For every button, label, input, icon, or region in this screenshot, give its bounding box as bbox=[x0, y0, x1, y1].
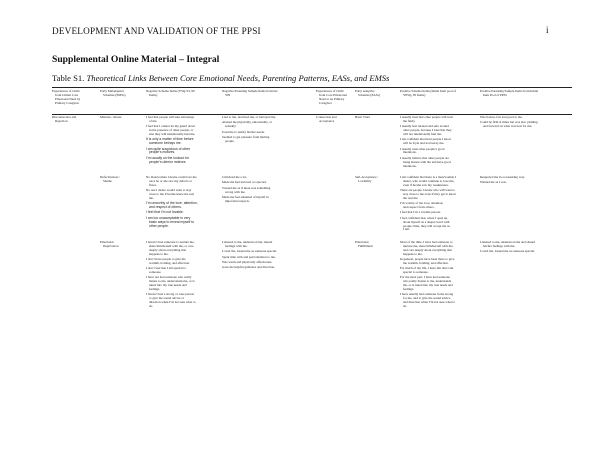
positive-parenting-cell-entry bbox=[480, 241, 572, 249]
negative-items-cell-entry bbox=[146, 148, 220, 156]
negative-items-cell-line: feelings. bbox=[149, 287, 161, 292]
positive-items-cell-line: intentions. bbox=[403, 163, 417, 168]
column-header-line: Need to be Primary bbox=[319, 96, 345, 101]
negative-items-cell-line: I feel that people will take advantage bbox=[146, 115, 195, 119]
negative-parenting-cell-entry bbox=[222, 187, 314, 195]
positive-items-cell-line: I usually feel relaxed and safe around bbox=[400, 124, 449, 129]
positive-items-cell-line: and direction when I’m not sure what to bbox=[403, 300, 456, 305]
eas-cell bbox=[355, 176, 400, 185]
negative-items-cell-entry bbox=[146, 138, 220, 146]
column-header-line: from Unmet Core bbox=[55, 92, 79, 97]
experience-unmet-cell-entry bbox=[52, 116, 100, 124]
negative-items-cell-line: flaws. bbox=[149, 182, 157, 187]
negative-parenting-cell-line: Treated me as if there was something bbox=[222, 185, 271, 190]
positive-items-cell-line: feelings. bbox=[403, 287, 415, 292]
positive-items-cell-line: I am confident that there is a man/woman I bbox=[400, 175, 456, 179]
positive-items-cell-line: me fairly. bbox=[403, 118, 416, 123]
positive-items-cell-line: happens to me. bbox=[403, 251, 423, 256]
column-header-line: Positive Parenting Sample Items from Initial bbox=[480, 89, 539, 93]
eas-cell-entry bbox=[355, 176, 400, 184]
positive-items-cell-entry bbox=[400, 217, 478, 233]
eas-cell-entry bbox=[355, 116, 400, 120]
negative-items-cell-line: warmth, holding, and affection. bbox=[149, 260, 190, 265]
negative-items-cell-line: I’m usually on the lookout for bbox=[146, 155, 190, 160]
negative-items-cell-line: someone. bbox=[149, 270, 162, 275]
negative-items-cell-entry bbox=[146, 258, 220, 266]
positive-items-cell-line: stay close to me even if they get to know bbox=[403, 192, 457, 197]
positive-items-cell-line: I am. bbox=[403, 227, 410, 232]
negative-parenting-cell-line: Abused me physically, emotionally, or bbox=[222, 120, 272, 125]
column-header bbox=[100, 90, 146, 99]
table-title: Theoretical Links Between Core Emotional Needs, Parenting Patterns, EASs, and EMSs bbox=[86, 73, 390, 83]
positive-items-cell-line: For much of my life, I have felt that I am bbox=[400, 266, 454, 271]
positive-items-cell-line: for me, and to give me sound advice bbox=[403, 296, 451, 301]
positive-items-cell-line: being honest with me and have good bbox=[403, 159, 451, 164]
negative-items-cell-entry bbox=[146, 157, 220, 165]
negative-items-cell bbox=[146, 116, 220, 166]
negative-items-cell-line: No man/woman I desire could love me bbox=[146, 175, 197, 179]
positive-items-cell-line: me, or is tuned into my true needs and bbox=[403, 283, 453, 288]
negative-parenting-cell-line: Lied to me, deceived me, or betrayed me. bbox=[222, 115, 276, 119]
positive-items-cell-line: special to someone. bbox=[403, 270, 429, 275]
ems-cell-entry bbox=[100, 241, 146, 249]
table-label: Table S1. bbox=[52, 73, 85, 83]
positive-items-cell-line: I usually trust that other people will treat bbox=[400, 115, 453, 119]
column-header-line: Caregiver bbox=[319, 100, 332, 105]
column-header-entry bbox=[100, 90, 146, 98]
eas-cell-line: Basic Trust bbox=[355, 115, 370, 119]
positive-items-cell-line: For the most part, I have had someone bbox=[400, 275, 450, 280]
eas-cell-entry bbox=[355, 241, 400, 249]
table-caption bbox=[52, 73, 389, 83]
column-header-entry bbox=[355, 90, 400, 98]
positive-parenting-cell-line: his/her feelings with me. bbox=[483, 243, 516, 248]
positive-items-cell-entry bbox=[400, 116, 478, 124]
positive-items-cell-entry bbox=[400, 293, 478, 309]
negative-items-cell-line: I haven’t had a strong or wise person bbox=[146, 292, 195, 297]
negative-items-cell-line: deeply about everything that bbox=[149, 247, 187, 252]
column-header bbox=[480, 90, 572, 99]
negative-parenting-cell-entry bbox=[222, 196, 314, 204]
positive-items-cell-line: other people, because I trust that they bbox=[403, 128, 452, 133]
negative-items-cell-entry bbox=[146, 116, 220, 124]
positive-items-cell-entry bbox=[400, 157, 478, 169]
column-header bbox=[146, 90, 220, 99]
positive-items-cell-line: even if he/she saw my weaknesses. bbox=[403, 182, 449, 187]
ems-cell-line: Emotional bbox=[100, 240, 114, 244]
negative-items-cell-entry bbox=[146, 189, 220, 201]
column-header-line: Experiences of Child bbox=[52, 89, 80, 93]
negative-items-cell-line: of me. bbox=[149, 118, 158, 123]
positive-items-cell-line: people I like, they will accept me as bbox=[403, 223, 450, 228]
eas-cell bbox=[355, 241, 400, 250]
column-header-line: Negative Parenting Sample Items from the bbox=[222, 89, 278, 93]
positive-items-cell bbox=[400, 176, 478, 234]
experience-core-cell-line: Connection and bbox=[316, 115, 337, 119]
positive-parenting-cell-entry bbox=[480, 121, 572, 129]
negative-items-cell-line: I haven’t had someone to nurture me, bbox=[146, 240, 195, 244]
positive-items-cell-line: I’m worthy of the love, attention, bbox=[400, 201, 444, 206]
column-header bbox=[316, 90, 354, 107]
column-header-line: Schemas (EASs) bbox=[358, 92, 380, 97]
eas-cell bbox=[355, 116, 400, 121]
negative-items-cell-line: I am too unacceptable in very bbox=[146, 215, 191, 220]
negative-items-cell-line: me. bbox=[149, 195, 154, 200]
negative-items-cell-entry bbox=[146, 202, 220, 210]
negative-parenting-cell-entry bbox=[222, 241, 314, 249]
negative-items-cell bbox=[146, 241, 220, 310]
negative-items-cell-entry bbox=[146, 293, 220, 309]
positive-parenting-cell-line: Wanted me as I was. bbox=[480, 180, 507, 185]
negative-parenting-cell-line: important respects. bbox=[225, 198, 250, 203]
negative-items-cell-line: tuned into my true needs and bbox=[149, 283, 187, 288]
negative-items-cell-line: share him/herself with me, or care bbox=[149, 243, 194, 248]
positive-items-cell-line: I feel confident that, when I open up bbox=[400, 215, 448, 220]
column-header-line: Experiences of Child bbox=[316, 89, 344, 93]
negative-items-cell-entry bbox=[146, 217, 220, 229]
negative-items-cell-line: and respect of others. bbox=[149, 205, 182, 210]
ems-cell bbox=[100, 176, 146, 185]
positive-items-cell-line: do. bbox=[403, 304, 408, 309]
negative-items-cell-entry bbox=[146, 241, 220, 257]
negative-items-cell-line: It is only a matter of time before bbox=[146, 137, 194, 142]
positive-items-cell-line: Most of the time, I have had someone to bbox=[400, 240, 453, 244]
positive-items-cell-line: and care deeply about everything that bbox=[403, 247, 452, 252]
positive-items-cell-entry bbox=[400, 267, 478, 275]
column-header-line: Negative Schema Items (YSQ-S3, 90 bbox=[146, 89, 195, 93]
ems-cell-line: Deprivation bbox=[103, 243, 119, 248]
experience-core-cell-entry bbox=[316, 116, 354, 124]
ems-cell-line: Shame bbox=[103, 178, 112, 183]
column-header bbox=[400, 90, 478, 99]
negative-items-cell bbox=[146, 176, 220, 230]
positive-items-cell-line: I usually trust other people’s good bbox=[400, 146, 445, 151]
negative-parenting-cell-entry bbox=[222, 256, 314, 260]
column-header-line: Item Pool of PPSI bbox=[483, 92, 507, 97]
negative-items-cell-line: I feel that I cannot let my guard down bbox=[146, 124, 196, 129]
negative-parenting-cell-line: Spent time with and paid attention to me. bbox=[222, 254, 276, 259]
negative-items-cell-line: close to me if he/she knew the real bbox=[149, 192, 195, 197]
negative-parenting-cell-line: Seemed to get pleasure from hurting bbox=[222, 134, 270, 139]
positive-items-cell-line: who really listens to me, understands bbox=[403, 279, 452, 284]
negative-items-cell-line: I don’t feel that I am special to bbox=[146, 266, 186, 271]
negative-parenting-cell bbox=[222, 241, 314, 271]
positive-items-cell-entry bbox=[400, 148, 478, 156]
negative-parenting-cell-entry bbox=[222, 131, 314, 135]
negative-items-cell-line: people’s motives. bbox=[149, 150, 176, 155]
column-header-line: Emotional Need by bbox=[55, 96, 81, 101]
positive-items-cell-entry bbox=[400, 189, 478, 201]
positive-parenting-cell-line: Loved me, treated me as someone special. bbox=[480, 249, 535, 254]
negative-items-cell-entry bbox=[146, 267, 220, 275]
column-header-line: from Core Emotional bbox=[319, 92, 347, 97]
positive-items-cell-line: me warmth, holding, and affection. bbox=[403, 260, 449, 265]
ems-cell bbox=[100, 241, 146, 250]
positive-parenting-cell-entry bbox=[480, 181, 572, 185]
positive-items-cell-line: will be loyal and not betray me. bbox=[403, 141, 445, 146]
negative-items-cell-entry bbox=[146, 211, 220, 215]
column-header-line: Early Adaptive bbox=[355, 89, 375, 93]
column-header-entry bbox=[480, 90, 572, 98]
negative-parenting-cell-line: Loved me, treated me as someone special. bbox=[222, 249, 277, 254]
experience-unmet-cell-line: Rejection bbox=[55, 118, 68, 123]
negative-parenting-cell-line: Listened to me, understood me, shared bbox=[222, 240, 273, 244]
experience-core-cell-line: Acceptance bbox=[319, 118, 335, 123]
column-header bbox=[52, 90, 100, 107]
positive-items-cell-line: I have usually had someone in the strong bbox=[400, 292, 454, 297]
positive-items-cell bbox=[400, 116, 478, 170]
negative-items-cell-line: people’s ulterior motives. bbox=[149, 159, 187, 164]
negative-parenting-cell-line: sexually. bbox=[225, 124, 237, 129]
experience-core-cell bbox=[316, 116, 354, 125]
experience-unmet-cell bbox=[52, 116, 100, 125]
positive-items-cell-entry bbox=[400, 202, 478, 210]
ems-cell-line: Defectiveness / bbox=[100, 175, 120, 179]
negative-items-cell-line: do. bbox=[149, 304, 154, 309]
negative-items-cell-line: No one I desire would want to stay bbox=[146, 188, 192, 193]
negative-items-cell-line: someone betrays me. bbox=[149, 141, 182, 146]
negative-items-cell-entry bbox=[146, 176, 220, 188]
negative-items-cell-line: I’m unworthy of the love, attention, bbox=[146, 201, 198, 206]
negative-parenting-cell-entry bbox=[222, 250, 314, 254]
eas-cell-line: Emotional bbox=[355, 240, 369, 244]
negative-items-cell-line: I am quite suspicious of other bbox=[146, 146, 191, 151]
positive-parenting-cell-line: and forward on what was best for me. bbox=[483, 124, 533, 129]
negative-items-cell-line: once he or she saw my defects or bbox=[149, 178, 193, 183]
negative-parenting-cell bbox=[222, 116, 314, 145]
positive-parenting-cell bbox=[480, 176, 572, 187]
positive-parenting-cell-line: Was honest, fair and good to me. bbox=[480, 115, 523, 119]
column-header-entry bbox=[146, 90, 220, 98]
positive-items-cell-line: In general, people have been there to give bbox=[400, 257, 455, 262]
negative-parenting-cell-line: Gave me helpful guidance and direction. bbox=[222, 265, 275, 270]
negative-parenting-cell-line: wrong with me. bbox=[225, 189, 246, 194]
page-number: i bbox=[546, 25, 549, 35]
negative-parenting-cell bbox=[222, 176, 314, 205]
negative-items-cell-entry bbox=[146, 276, 220, 292]
column-header-line: Schemas (EMSs) bbox=[103, 92, 126, 97]
section-title: Supplemental Online Material – Integral bbox=[52, 54, 220, 65]
negative-items-cell-line: in the presence of other people, or bbox=[149, 128, 194, 133]
positive-items-cell-line: intentions. bbox=[403, 150, 417, 155]
negative-items-cell-line: I have not had someone who really bbox=[146, 275, 192, 280]
running-title: DEVELOPMENT AND VALIDATION OF THE PPSI bbox=[52, 26, 261, 36]
negative-items-cell-line: basic ways to reveal myself to bbox=[149, 219, 195, 224]
column-header-line: Items) bbox=[149, 92, 158, 97]
column-header bbox=[222, 90, 314, 99]
negative-parenting-cell-line: Was warm and physically affectionate. bbox=[222, 259, 273, 264]
positive-items-cell-line: I feel that I’m a lovable person. bbox=[400, 210, 441, 215]
column-header-line: YPSQ, 95 Items) bbox=[403, 92, 426, 97]
negative-parenting-cell-line: Used me to satisfy his/her needs. bbox=[222, 129, 265, 134]
column-header bbox=[355, 90, 400, 99]
negative-parenting-cell-entry bbox=[222, 181, 314, 185]
negative-parenting-cell-line: Criticized me a lot. bbox=[222, 175, 247, 179]
positive-items-cell-line: the real me. bbox=[403, 195, 419, 200]
negative-items-cell-line: to give me sound advice or bbox=[149, 296, 185, 301]
eas-cell-line: Lovability bbox=[358, 178, 372, 183]
negative-items-cell-line: other people. bbox=[149, 223, 169, 228]
column-header-entry bbox=[400, 90, 478, 98]
positive-items-cell-entry bbox=[400, 258, 478, 266]
negative-parenting-cell-line: people. bbox=[225, 138, 235, 143]
negative-items-cell-line: I feel that I’m not lovable. bbox=[146, 210, 184, 215]
ems-cell-line: Mistrust / Abuse bbox=[100, 115, 122, 119]
positive-items-cell-entry bbox=[400, 125, 478, 137]
ems-cell bbox=[100, 116, 146, 121]
positive-items-cell-entry bbox=[400, 241, 478, 257]
column-header-line: YPI bbox=[225, 92, 231, 97]
positive-items-cell-line: will not intentionally hurt me. bbox=[403, 132, 442, 137]
positive-parenting-cell-entry bbox=[480, 250, 572, 254]
eas-cell-line: Self-Acceptance / bbox=[355, 175, 379, 179]
column-header-entry bbox=[52, 90, 100, 106]
experience-unmet-cell-line: Disconnection and bbox=[52, 115, 77, 119]
ems-cell-entry bbox=[100, 116, 146, 120]
column-header-line: Primary Caregiver bbox=[55, 100, 80, 105]
table-top-rule bbox=[52, 87, 572, 88]
negative-items-cell-line: else they will intentionally hurt me. bbox=[149, 132, 196, 137]
positive-parenting-cell-line: Listened to me, understood me and shared bbox=[480, 240, 535, 244]
negative-items-cell-line: happens to me. bbox=[149, 251, 169, 256]
negative-parenting-cell-entry bbox=[222, 136, 314, 144]
positive-items-cell-line: I usually believe that other people are bbox=[400, 155, 449, 160]
positive-items-cell-line: There are people I desire who will want to bbox=[400, 188, 456, 193]
column-header-line: Early Maladaptive bbox=[100, 89, 125, 93]
positive-items-cell-line: about myself on a deeper level with bbox=[403, 219, 450, 224]
negative-parenting-cell-entry bbox=[222, 121, 314, 129]
column-header-line: Positive Schema Items (Initial Item pool of bbox=[400, 89, 457, 93]
positive-parenting-cell bbox=[480, 116, 572, 131]
negative-parenting-cell-line: Made me feel ashamed of myself in bbox=[222, 194, 269, 199]
positive-parenting-cell-line: Respected me in a reassuring way. bbox=[480, 175, 525, 179]
positive-items-cell-line: I am confident that most people I know bbox=[400, 137, 452, 142]
positive-items-cell-entry bbox=[400, 138, 478, 146]
column-header-entry bbox=[316, 90, 354, 106]
positive-parenting-cell bbox=[480, 241, 572, 256]
eas-cell-line: Fulfillment bbox=[358, 243, 373, 248]
positive-items-cell bbox=[400, 241, 478, 310]
ems-cell-entry bbox=[100, 176, 146, 184]
negative-items-cell-line: direction when I’m not sure what to bbox=[149, 300, 196, 305]
negative-items-cell-line: listens to me, understands me, or is bbox=[149, 279, 195, 284]
negative-items-cell-line: I don’t have people to give me bbox=[146, 257, 186, 262]
negative-parenting-cell-entry bbox=[222, 266, 314, 270]
negative-items-cell-entry bbox=[146, 125, 220, 137]
negative-parenting-cell-line: feelings with me. bbox=[225, 243, 248, 248]
positive-items-cell-line: desire, who would continue to love me, bbox=[403, 178, 455, 183]
positive-items-cell-line: nurture me, share him/herself with me, bbox=[403, 243, 454, 248]
positive-items-cell-entry bbox=[400, 176, 478, 188]
positive-parenting-cell-line: Could be firm at times but was also yielding bbox=[480, 120, 538, 125]
positive-items-cell-entry bbox=[400, 276, 478, 292]
positive-items-cell-entry bbox=[400, 211, 478, 215]
positive-items-cell-line: and respect from others. bbox=[403, 205, 435, 210]
negative-parenting-cell-line: Made me feel unloved or rejected. bbox=[222, 180, 267, 185]
column-header-entry bbox=[222, 90, 314, 98]
